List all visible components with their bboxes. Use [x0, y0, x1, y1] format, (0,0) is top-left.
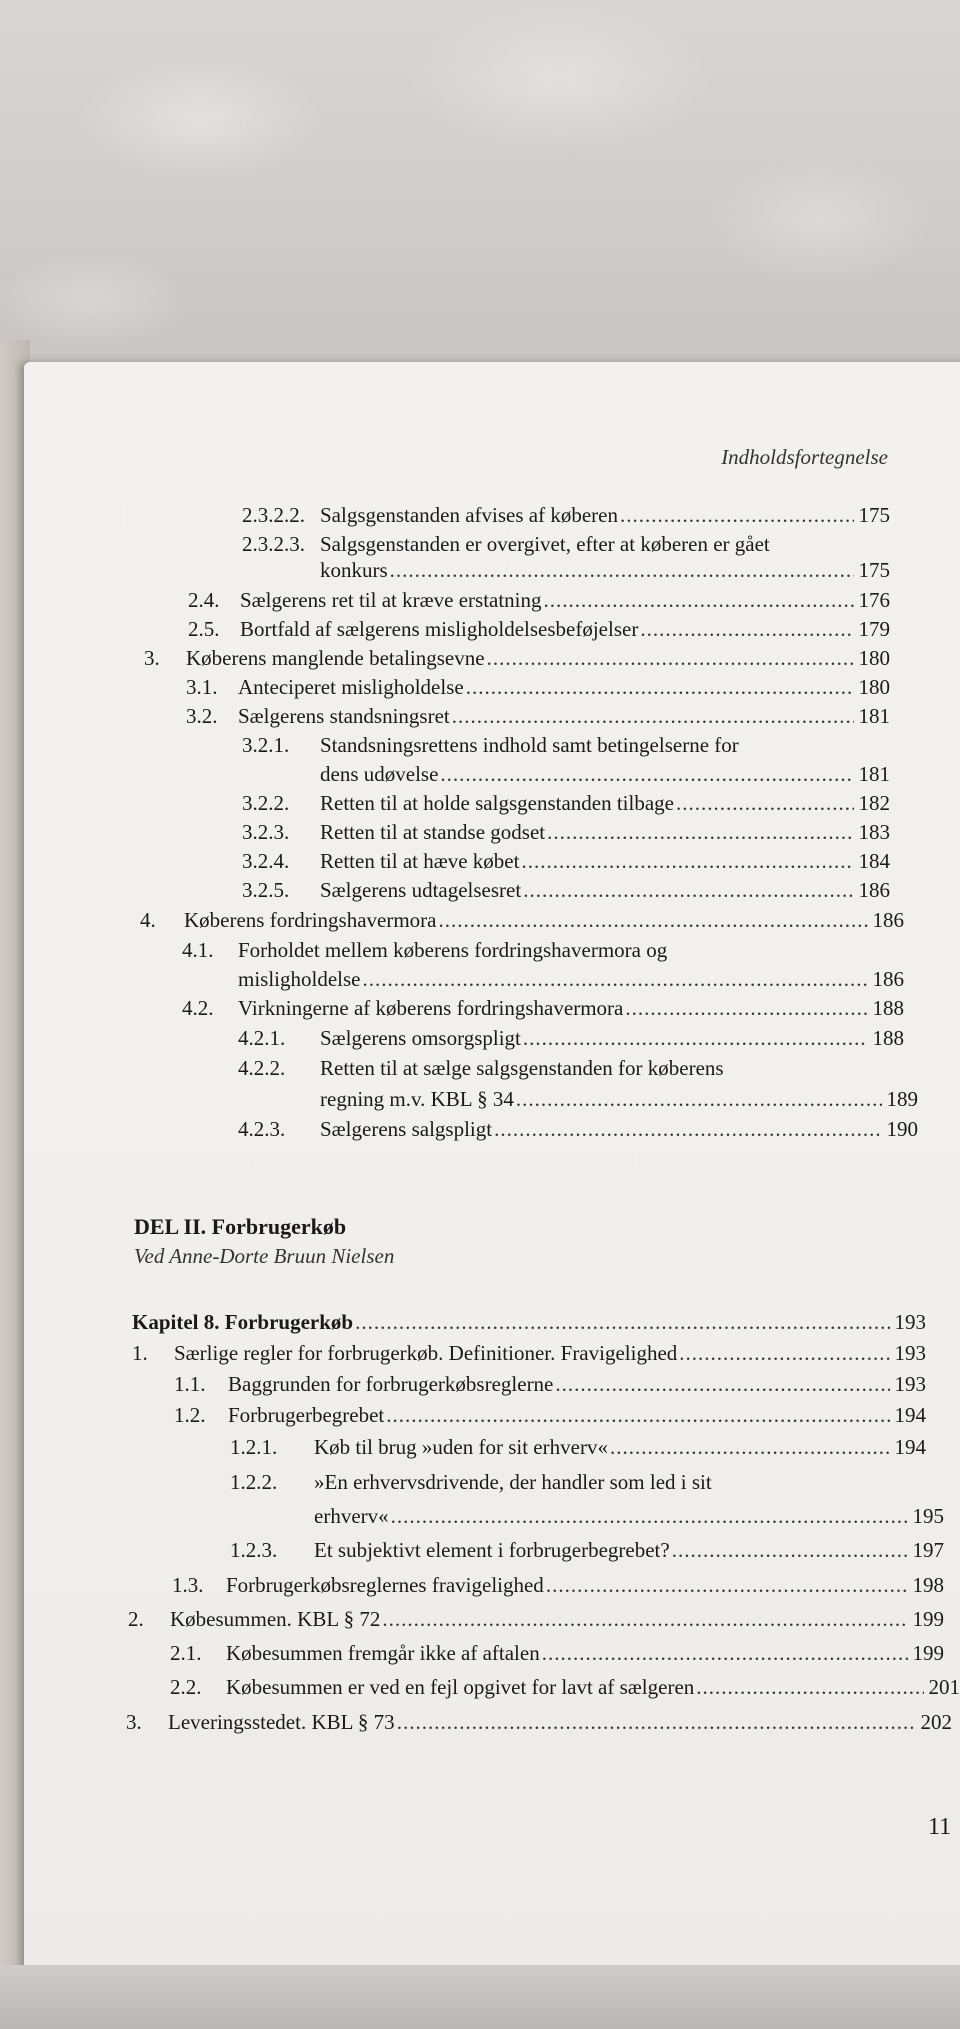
- leader-dots: [466, 677, 854, 698]
- toc-entry-number: 2.: [128, 1607, 144, 1631]
- toc-entry-page: 197: [912, 1538, 944, 1562]
- toc-entry: [238, 1058, 904, 1079]
- leader-dots: [363, 969, 869, 990]
- toc-entry-title: Købesummen fremgår ikke af aftalen: [226, 1641, 540, 1665]
- toc-entry-number: 3.: [144, 646, 160, 670]
- toc-entry-number: 4.2.: [182, 996, 214, 1020]
- toc-entry-page: 194: [894, 1435, 926, 1459]
- toc-entry-page: 193: [894, 1341, 926, 1365]
- toc-entry-number: 1.: [132, 1341, 148, 1365]
- toc-entry: [238, 1028, 904, 1049]
- toc-entry-page: 175: [858, 503, 890, 527]
- toc-entry-page: 201: [928, 1675, 960, 1699]
- toc-entry: [186, 677, 890, 698]
- toc-entry: [182, 998, 904, 1019]
- toc-entry-number: 3.2.4.: [242, 849, 290, 873]
- toc-entry: [242, 505, 890, 526]
- leader-dots: [487, 648, 854, 669]
- toc-entry-number: 3.2.2.: [242, 791, 290, 815]
- toc-entry-continuation: [314, 1506, 944, 1527]
- toc-entry-page: 175: [858, 558, 890, 582]
- toc-entry: [144, 648, 890, 669]
- toc-entry-page: 181: [858, 704, 890, 728]
- toc-entry-continuation: [320, 1089, 918, 1110]
- leader-dots: [547, 822, 854, 843]
- leader-dots: [625, 998, 868, 1019]
- toc-entry-number: 2.3.2.3.: [242, 532, 305, 556]
- toc-entry-page: 198: [912, 1573, 944, 1597]
- toc-entry-number: 2.3.2.2.: [242, 503, 305, 527]
- toc-entry-number: 2.2.: [170, 1675, 202, 1699]
- toc-entry-title: Retten til at sælge salgsgenstanden for køberens: [320, 1056, 724, 1080]
- toc-entry-page: 190: [886, 1117, 918, 1141]
- leader-dots: [390, 560, 854, 581]
- page-number: 11: [928, 1814, 952, 1840]
- toc-entry-title: Standsningsrettens indhold samt betingelserne for: [320, 733, 739, 757]
- toc-entry-number: 4.2.1.: [238, 1026, 286, 1050]
- toc-entry: [242, 880, 890, 901]
- toc-entry-title: Forholdet mellem køberens fordringshavermora og: [238, 938, 668, 962]
- toc-entry-page: 179: [858, 617, 890, 641]
- toc-entry-page: 181: [858, 762, 890, 786]
- toc-entry: [186, 706, 890, 727]
- leader-dots: [382, 1609, 908, 1630]
- leader-dots: [679, 1343, 890, 1364]
- leader-dots: [672, 1540, 908, 1561]
- toc-entry-number: 2.4.: [188, 588, 220, 612]
- toc-entry-title: Kapitel 8. Forbrugerkøb: [132, 1310, 354, 1334]
- toc-entry-page: 186: [872, 908, 904, 932]
- toc-entry-title: Baggrunden for forbrugerkøbsreglerne: [228, 1372, 554, 1396]
- running-header: Indholdsfortegnelse: [721, 445, 888, 469]
- leader-dots: [386, 1405, 890, 1426]
- toc-entry-number: 4.1.: [182, 938, 214, 962]
- leader-dots: [610, 1437, 890, 1458]
- leader-dots: [523, 880, 854, 901]
- toc-entry-number: 3.2.1.: [242, 733, 290, 757]
- toc-entry-page: 176: [858, 588, 890, 612]
- toc-entry-title: Et subjektivt element i forbrugerbegrebet?: [314, 1538, 670, 1562]
- toc-entry-continuation: [320, 560, 890, 581]
- toc-entry-title: Salgsgenstanden er overgivet, efter at køberen er gået: [320, 532, 770, 556]
- toc-entry-page: 199: [912, 1607, 944, 1631]
- leader-dots: [696, 1677, 924, 1698]
- toc-entry-page: 183: [858, 820, 890, 844]
- toc-entry-page: 186: [872, 967, 904, 991]
- toc-entry-page: 180: [858, 675, 890, 699]
- toc-entry-number: 3.2.3.: [242, 820, 290, 844]
- toc-entry-page: 193: [894, 1372, 926, 1396]
- toc-entry: [174, 1405, 926, 1426]
- toc-entry: [230, 1437, 926, 1458]
- toc-entry: [230, 1472, 926, 1493]
- toc-entry-title-continued: regning m.v. KBL § 34: [320, 1087, 514, 1111]
- leader-dots: [452, 706, 854, 727]
- leader-dots: [440, 764, 854, 785]
- leader-dots: [523, 1028, 868, 1049]
- toc-entry-title-continued: misligholdelse: [238, 967, 361, 991]
- toc-entry: [172, 1575, 944, 1596]
- leader-dots: [542, 1643, 908, 1664]
- toc-entry-number: 1.2.3.: [230, 1538, 278, 1562]
- toc-entry-number: 3.1.: [186, 675, 218, 699]
- leader-dots: [439, 910, 869, 931]
- leader-dots: [516, 1089, 882, 1110]
- toc-entry-page: 188: [872, 1026, 904, 1050]
- toc-entry-title: Retten til at hæve købet: [320, 849, 520, 873]
- tablecloth-bottom: [0, 1965, 960, 2029]
- toc-entry: [188, 619, 890, 640]
- leader-dots: [555, 1374, 890, 1395]
- toc-entry-title: Sælgerens omsorgspligt: [320, 1026, 521, 1050]
- toc-entry: [170, 1643, 944, 1664]
- toc-entry-title-continued: erhverv«: [314, 1504, 389, 1528]
- toc-entry-page: 182: [858, 791, 890, 815]
- toc-entry: [238, 1119, 918, 1140]
- leader-dots: [397, 1712, 916, 1733]
- leader-dots: [521, 851, 854, 872]
- toc-entry-title: Retten til at standse godset: [320, 820, 546, 844]
- toc-entry-number: 1.1.: [174, 1372, 206, 1396]
- toc-entry-title: Sælgerens udtagelsesret: [320, 878, 522, 902]
- toc-entry: [242, 822, 890, 843]
- toc-entry-title: Retten til at holde salgsgenstanden tilbage: [320, 791, 674, 815]
- toc-entry-title-continued: konkurs: [320, 558, 388, 582]
- toc-entry-title: Virkningerne af køberens fordringshavermora: [238, 996, 624, 1020]
- toc-entry-title: Leveringsstedet. KBL § 73: [168, 1710, 395, 1734]
- toc-entry-number: 4.: [140, 908, 156, 932]
- toc-entry-number: 3.2.5.: [242, 878, 290, 902]
- toc-entry-page: 189: [886, 1087, 918, 1111]
- toc-entry-page: 199: [912, 1641, 944, 1665]
- toc-entry: [170, 1677, 960, 1698]
- toc-entry: [140, 910, 904, 931]
- leader-dots: [640, 619, 854, 640]
- toc-entry-title: Forbrugerbegrebet: [228, 1403, 385, 1427]
- part-author: Ved Anne-Dorte Bruun Nielsen: [134, 1244, 395, 1268]
- toc-chapter-entry: [132, 1312, 926, 1333]
- toc-entry-title: Anteciperet misligholdelse: [238, 675, 464, 699]
- toc-entry-number: 1.3.: [172, 1573, 204, 1597]
- toc-entry-title: Bortfald af sælgerens misligholdelsesbeføjelser: [240, 617, 639, 641]
- toc-entry-page: 184: [858, 849, 890, 873]
- toc-entry: [126, 1712, 952, 1733]
- toc-entry-page: 202: [920, 1710, 952, 1734]
- leader-dots: [355, 1312, 890, 1333]
- toc-entry-title: Køb til brug »uden for sit erhverv«: [314, 1435, 608, 1459]
- leader-dots: [544, 590, 854, 611]
- toc-entry-page: 188: [872, 996, 904, 1020]
- toc-entry-title: Sælgerens ret til at kræve erstatning: [240, 588, 542, 612]
- toc-entry-continuation: [320, 764, 890, 785]
- toc-entry-number: 1.2.2.: [230, 1470, 278, 1494]
- toc-entry-number: 4.2.3.: [238, 1117, 286, 1141]
- toc-entry: [242, 534, 890, 555]
- toc-entry-title: Køberens fordringshavermora: [184, 908, 437, 932]
- toc-entry-title: Købesummen er ved en fejl opgivet for lavt af sælgeren: [226, 1675, 695, 1699]
- toc-entry-title: »En erhvervsdrivende, der handler som led i sit: [314, 1470, 712, 1494]
- toc-entry-page: 194: [894, 1403, 926, 1427]
- toc-entry: [242, 735, 890, 756]
- toc-entry-number: 1.2.: [174, 1403, 206, 1427]
- leader-dots: [494, 1119, 882, 1140]
- toc-entry-number: 3.: [126, 1710, 142, 1734]
- leader-dots: [620, 505, 854, 526]
- toc-entry-number: 4.2.2.: [238, 1056, 286, 1080]
- leader-dots: [676, 793, 854, 814]
- toc-entry: [230, 1540, 944, 1561]
- part-title: DEL II. Forbrugerkøb: [134, 1214, 347, 1239]
- toc-entry: [132, 1343, 926, 1364]
- toc-entry: [182, 940, 904, 961]
- toc-entry-title: Salgsgenstanden afvises af køberen: [320, 503, 618, 527]
- toc-entry-number: 2.1.: [170, 1641, 202, 1665]
- toc-entry-title: Sælgerens standsningsret: [238, 704, 450, 728]
- toc-entry-title: Køberens manglende betalingsevne: [186, 646, 485, 670]
- toc-entry-page: 180: [858, 646, 890, 670]
- toc-entry-page: 186: [858, 878, 890, 902]
- toc-entry: [242, 793, 890, 814]
- toc-entry: [174, 1374, 926, 1395]
- leader-dots: [546, 1575, 908, 1596]
- toc-entry-title: Særlige regler for forbrugerkøb. Definitioner. Fravigelighed: [174, 1341, 678, 1365]
- toc-entry-title: Forbrugerkøbsreglernes fravigelighed: [226, 1573, 544, 1597]
- toc-entry: [128, 1609, 944, 1630]
- toc-entry-page: 195: [912, 1504, 944, 1528]
- toc-entry-title-continued: dens udøvelse: [320, 762, 439, 786]
- toc-entry-number: 1.2.1.: [230, 1435, 278, 1459]
- toc-entry-title: Købesummen. KBL § 72: [170, 1607, 381, 1631]
- toc-entry: [188, 590, 890, 611]
- toc-entry-title: Sælgerens salgspligt: [320, 1117, 493, 1141]
- toc-entry-continuation: [238, 969, 904, 990]
- tablecloth-background: [0, 0, 960, 370]
- leader-dots: [391, 1506, 908, 1527]
- toc-entry: [242, 851, 890, 872]
- toc-entry-page: 193: [894, 1310, 926, 1334]
- toc-entry-number: 3.2.: [186, 704, 218, 728]
- toc-entry-number: 2.5.: [188, 617, 220, 641]
